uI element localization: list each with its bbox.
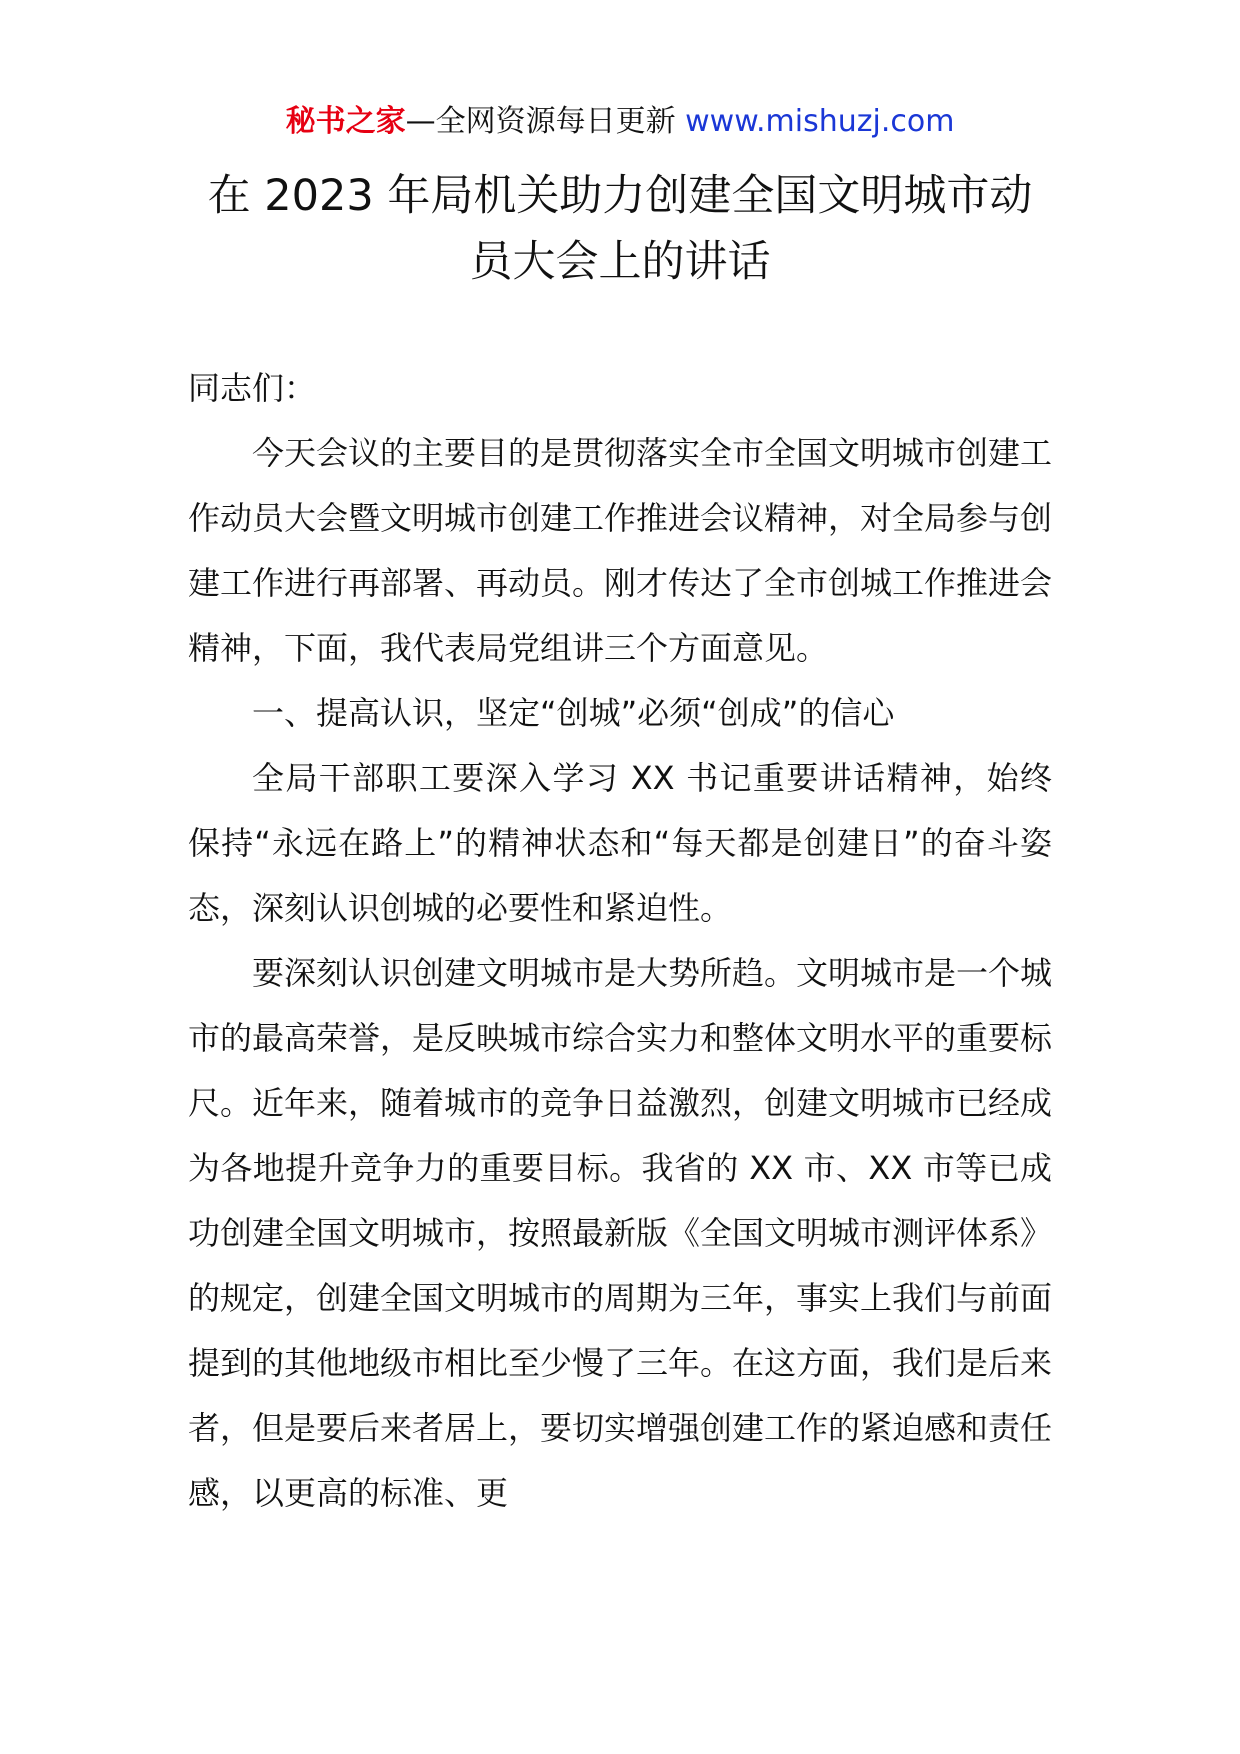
title-line-2: 员大会上的讲话 [469,237,771,287]
brand-name: 秘书之家 [285,104,406,139]
paragraph-2: 全局干部职工要深入学习 XX 书记重要讲话精神，始终保持“永远在路上”的精神状态和“每天都是创建日”的奋斗姿态，深刻认识创城的必要性和紧迫性。 [188,759,1052,927]
site-header [0,102,1240,142]
site-url-link[interactable]: www.mishuzj.com [685,104,955,139]
paragraph-1: 今天会议的主要目的是贯彻落实全市全国文明城市创建工作动员大会暨文明城市创建工作推进会议精神，对全局参与创建工作进行再部署、再动员。刚才传达了全市创城工作推进会精神，下面，我代表局党组讲三个方面意见。 [188,434,1053,667]
document-body [188,356,1052,1526]
greeting: 同志们： [188,369,317,407]
section-heading-1: 一、提高认识，坚定“创城”必须“创成”的信心 [252,694,895,732]
title-line-1: 在 2023 年局机关助力创建全国文明城市动 [207,171,1033,221]
document-title [0,163,1240,295]
header-tagline: —全网资源每日更新 [405,104,676,139]
paragraph-3: 要深刻认识创建文明城市是大势所趋。文明城市是一个城市的最高荣誉，是反映城市综合实力和整体文明水平的重要标尺。近年来，随着城市的竞争日益激烈，创建文明城市已经成为各地提升竞争力的重要目标。我省的 XX 市、XX 市等已成功创建全国文明城市，按照最新版《全国文明城市测评体系》的规定，创建全国文明城市的周期为三年，事实上我们与前面提到的其他地级市相比至少慢了三年。在这方面，我们是后来者，但是要后来者居上，要切实增强创建工作的紧迫感和责任感，以更高的标准、更 [188,954,1053,1512]
